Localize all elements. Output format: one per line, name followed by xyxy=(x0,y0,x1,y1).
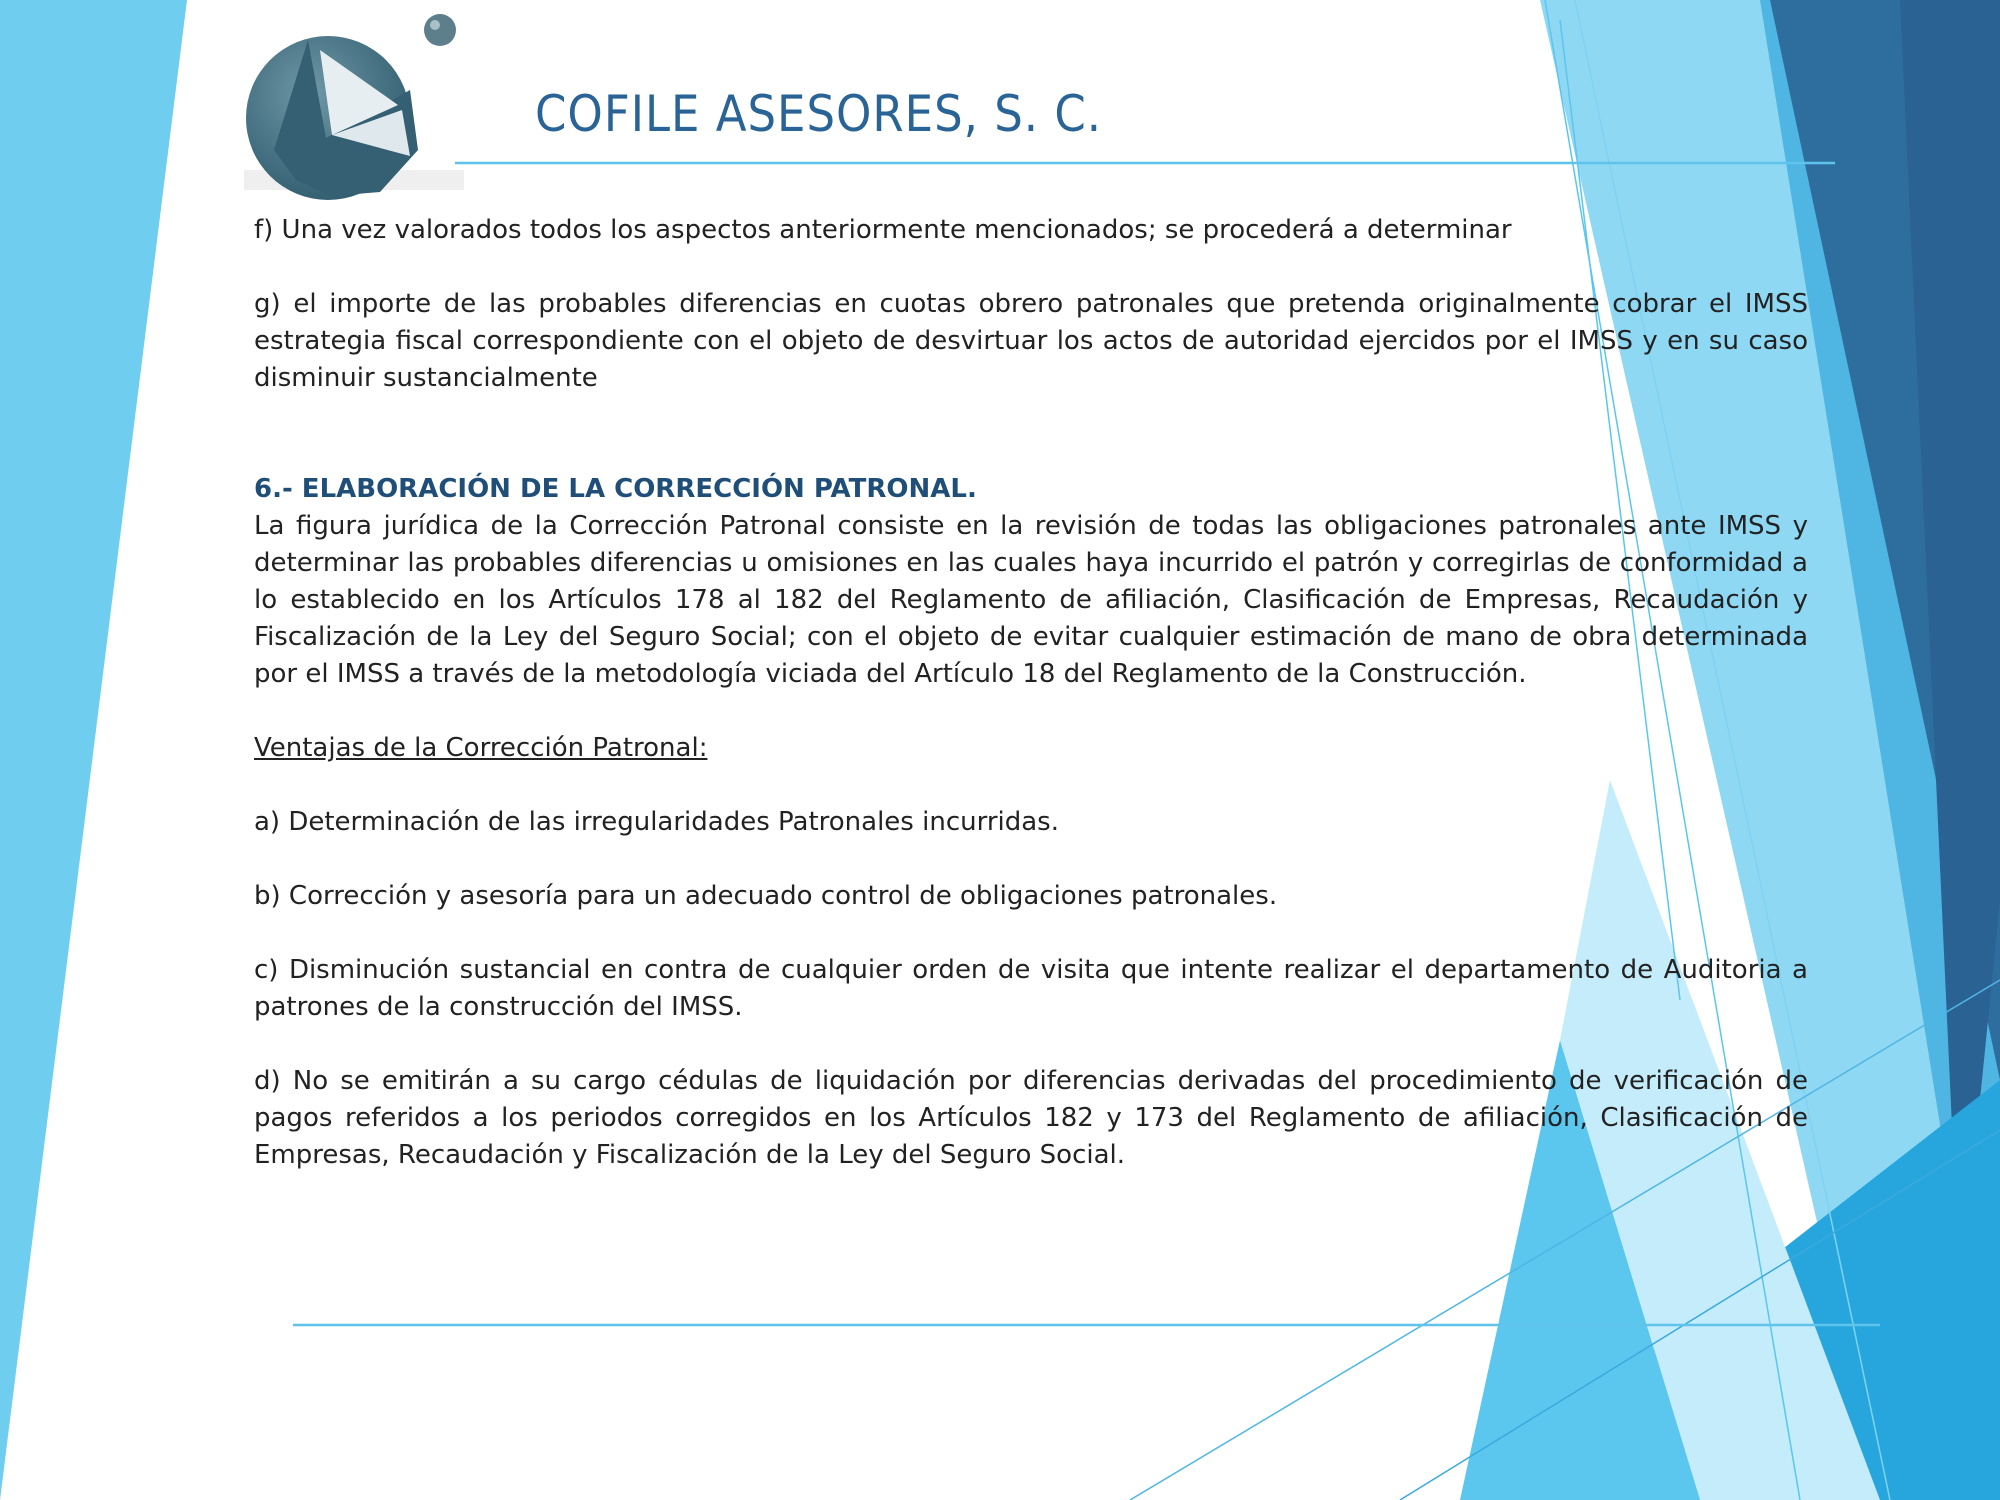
advantage-item-d: d) No se emitirán a su cargo cédulas de liquidación por diferencias derivadas del procedimiento de verificación de pagos referidos a los periodos corregidos en los Artículos 182 y 173 del Reglamento de afiliación, Clasificación de Empresas, Recaudación y Fiscalización de la Ley del Seguro Social. xyxy=(254,1066,1808,1170)
section-paragraph: La figura jurídica de la Corrección Patronal consiste en la revisión de todas las obligaciones patronales ante IMSS y determinar las probables diferencias u omisiones en las cuales haya incurrido el patrón y corregirlas de conformidad a lo establecido en los Artículos 178 al 182 del Reglamento de afiliación, Clasificación de Empresas, Recaudación y Fiscalización de la Ley del Seguro Social; con el objeto de evitar cualquier estimación de mano de obra determinada por el IMSS a través de la metodología viciada del Artículo 18 del Reglamento de la Construcción. xyxy=(254,511,1808,689)
page-title: COFILE ASESORES, S. C. xyxy=(535,85,1103,143)
advantages-title: Ventajas de la Corrección Patronal: xyxy=(254,733,708,763)
document-body xyxy=(254,212,1808,1174)
advantage-item-a: a) Determinación de las irregularidades Patronales incurridas. xyxy=(254,807,1059,837)
paragraph-item-f: f) Una vez valorados todos los aspectos anteriormente mencionados; se procederá a determinar xyxy=(254,215,1512,245)
left-accent-stripe xyxy=(0,0,187,1500)
paragraph-item-g: g) el importe de las probables diferencias en cuotas obrero patronales que pretenda originalmente cobrar el IMSS estrategia fiscal correspondiente con el objeto de desvirtuar los actos de autoridad ejercidos por el IMSS y en su caso disminuir sustancialmente xyxy=(254,289,1808,393)
cofile-logo-icon xyxy=(240,10,470,210)
section-heading: 6.- ELABORACIÓN DE LA CORRECCIÓN PATRONAL. xyxy=(254,474,977,504)
advantage-item-b: b) Corrección y asesoría para un adecuado control de obligaciones patronales. xyxy=(254,881,1278,911)
advantage-item-c: c) Disminución sustancial en contra de cualquier orden de visita que intente realizar el departamento de Auditoria a patrones de la construcción del IMSS. xyxy=(254,955,1808,1022)
